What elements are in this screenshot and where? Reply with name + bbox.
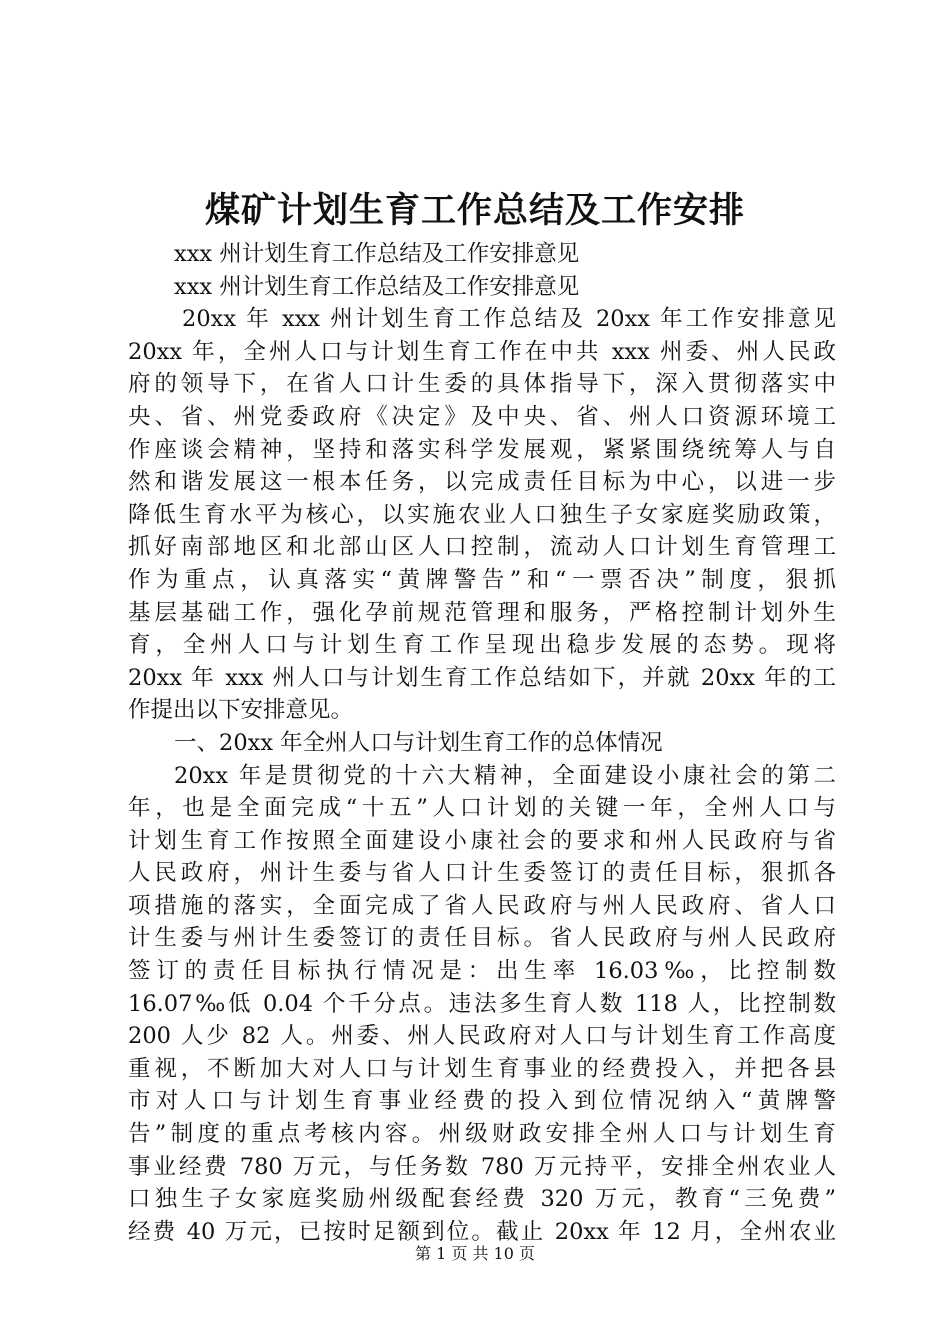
text-line: 央、省、州党委政府《决定》及中央、省、州人口资源环境工 <box>128 403 836 430</box>
document-title: 煤矿计划生育工作总结及工作安排 <box>204 190 745 231</box>
text-line: 20xx 年是贯彻党的十六大精神，全面建设小康社会的第二 <box>174 762 836 789</box>
text-line: 人民政府，州计生委与省人口计生委签订的责任目标，狠抓各 <box>128 860 836 887</box>
text-line: 育，全州人口与计划生育工作呈现出稳步发展的态势。现将 <box>128 632 836 659</box>
section-heading: 一、20xx 年全州人口与计划生育工作的总体情况 <box>174 729 663 756</box>
text-line: 200 人少 82 人。州委、州人民政府对人口与计划生育工作高度 <box>128 1023 836 1050</box>
text-line: 作座谈会精神，坚持和落实科学发展观，紧紧围绕统筹人与自 <box>128 436 836 463</box>
text-line: 16.07‰低 0.04 个千分点。违法多生育人数 118 人，比控制数 <box>128 990 836 1017</box>
text-line: xxx 州计划生育工作总结及工作安排意见 <box>174 273 580 300</box>
text-line: 重视，不断加大对人口与计划生育事业的经费投入，并把各县 <box>128 1055 836 1082</box>
text-line: 经费 40 万元，已按时足额到位。截止 20xx 年 12 月，全州农业 <box>128 1218 836 1245</box>
text-line: 20xx 年，全州人口与计划生育工作在中共 xxx 州委、州人民政 <box>128 338 836 365</box>
text-line: 府的领导下，在省人口计生委的具体指导下，深入贯彻落实中 <box>128 371 836 398</box>
text-line: xxx 州计划生育工作总结及工作安排意见 <box>174 241 580 267</box>
page-footer: 第 1 页 共 10 页 <box>415 1244 535 1263</box>
text-line: 作提出以下安排意见。 <box>128 697 354 724</box>
text-line: 告”制度的重点考核内容。州级财政安排全州人口与计划生育 <box>128 1121 836 1148</box>
text-line: 签订的责任目标执行情况是：出生率 16.03‰，比控制数 <box>128 958 836 985</box>
text-line: 基层基础工作，强化孕前规范管理和服务，严格控制计划外生 <box>128 599 836 626</box>
text-line: 20xx 年 xxx 州计划生育工作总结及 20xx 年工作安排意见 <box>182 306 836 333</box>
text-line: 市对人口与计划生育事业经费的投入到位情况纳入“黄牌警 <box>128 1088 836 1115</box>
text-line: 计生委与州计生委签订的责任目标。省人民政府与州人民政府 <box>128 925 836 952</box>
text-line: 然和谐发展这一根本任务，以完成责任目标为中心，以进一步 <box>128 469 836 496</box>
text-line: 作为重点，认真落实“黄牌警告”和“一票否决”制度，狠抓 <box>128 566 836 593</box>
text-line: 事业经费 780 万元，与任务数 780 万元持平，安排全州农业人 <box>128 1153 836 1180</box>
text-line: 项措施的落实，全面完成了省人民政府与州人民政府、省人口 <box>128 892 836 919</box>
text-line: 口独生子女家庭奖励州级配套经费 320 万元，教育“三免费” <box>128 1186 836 1213</box>
text-line: 年，也是全面完成“十五”人口计划的关键一年，全州人口与 <box>128 795 836 822</box>
text-line: 20xx 年 xxx 州人口与计划生育工作总结如下，并就 20xx 年的工 <box>128 664 836 691</box>
text-line: 抓好南部地区和北部山区人口控制，流动人口计划生育管理工 <box>128 534 836 561</box>
text-line: 计划生育工作按照全面建设小康社会的要求和州人民政府与省 <box>128 827 836 854</box>
document-body <box>128 238 836 1248</box>
text-line: 降低生育水平为核心，以实施农业人口独生子女家庭奖励政策， <box>128 501 836 528</box>
